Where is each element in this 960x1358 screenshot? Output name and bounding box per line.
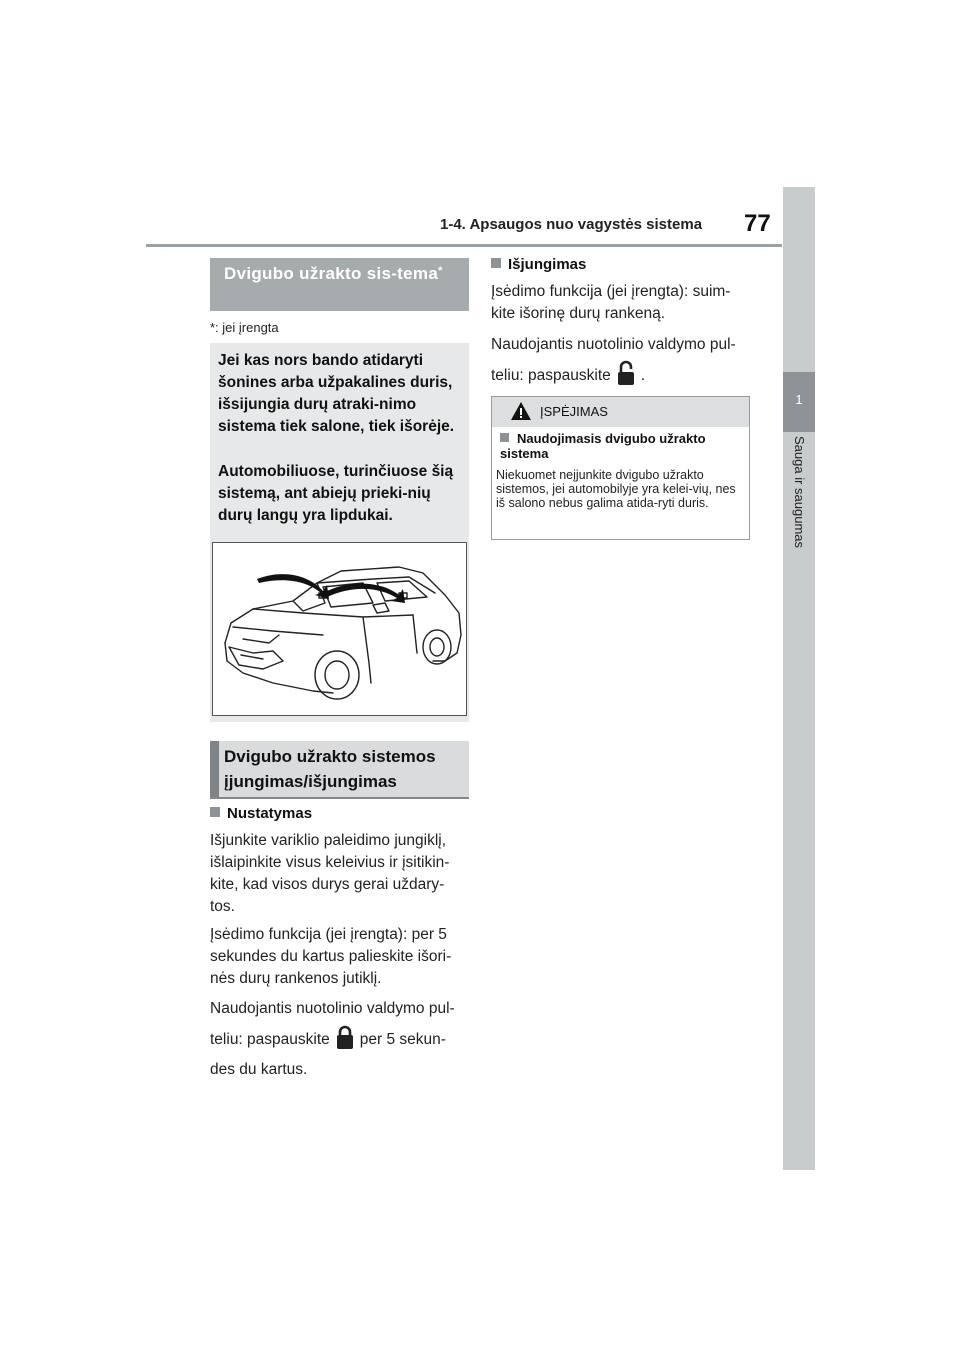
disable-heading <box>491 256 586 273</box>
header-rule <box>146 244 782 247</box>
page-number: 77 <box>744 210 771 237</box>
car-drawing <box>213 543 466 715</box>
setting-paragraph-2: Įsėdimo funkcija (jei įrengta): per 5 sekundes du kartus palieskite išori-nės durų rankenos jutiklį. <box>210 926 452 987</box>
setting-paragraph-3-start: Naudojantis nuotolinio valdymo pul-teliu: paspauskite <box>210 1000 455 1048</box>
warning-text: Niekuomet neįjunkite dvigubo užrakto sistemos, jei automobilyje yra kelei-vių, nes iš salono nebus galima atida-ryti duris. <box>496 468 736 510</box>
chapter-title: Sauga ir saugumas <box>792 436 807 549</box>
subsection-heading-stripe <box>210 741 219 797</box>
warning-label: ĮSPĖJIMAS <box>540 404 608 419</box>
bullet-square-icon <box>210 807 220 817</box>
setting-paragraph-3-end: per 5 sekun-des du kartus. <box>210 1031 446 1078</box>
disable-paragraph-2-start: Naudojantis nuotolinio valdymo pul-teliu: paspauskite <box>491 336 736 384</box>
section-title: 1-4. Apsaugos nuo vagystės sistema <box>440 216 703 233</box>
unlock-icon <box>615 360 637 386</box>
bullet-square-icon <box>491 258 501 268</box>
warning-triangle-icon <box>510 401 532 421</box>
setting-paragraph-3 <box>210 994 468 1085</box>
warning-subheading-text: Naudojimasis dvigubo užrakto sistema <box>500 431 706 461</box>
chapter-sidebar <box>783 187 815 1170</box>
info-paragraph-2: Automobiliuose, turinčiuose šią sistemą, ant abiejų prieki-nių durų langų yra lipdukai. <box>218 463 454 524</box>
lock-icon <box>334 1024 356 1050</box>
section-heading <box>224 262 464 285</box>
setting-title: Nustatymas <box>227 805 313 822</box>
disable-paragraph-2 <box>491 330 749 391</box>
chapter-number: 1 <box>795 392 803 407</box>
disable-paragraph-1: Įsėdimo funkcija (jei įrengta): suim-kite išorinę durų rankeną. <box>491 283 731 322</box>
disable-title: Išjungimas <box>508 256 587 273</box>
footnote: *: jei įrengta <box>210 320 279 335</box>
car-illustration <box>212 542 467 716</box>
warning-subheading <box>500 431 745 461</box>
subsection-heading: Dvigubo užrakto sistemos įjungimas/išjungimas <box>224 747 436 791</box>
setting-heading <box>210 805 312 822</box>
disable-paragraph-2-end: . <box>640 367 646 384</box>
setting-paragraph-1: Išjunkite variklio paleidimo jungiklį, išlaipinkite visus keleivius ir įsitikin-kite, kad visos durys gerai uždary-tos. <box>210 832 450 915</box>
info-paragraph-1: Jei kas nors bando atidaryti šonines arba užpakalines duris, išsijungia durų atraki-nimo sistema tiek salone, tiek išorėje. <box>218 352 455 435</box>
bullet-square-icon <box>500 433 509 442</box>
footnote-marker: * <box>438 265 443 277</box>
section-heading-text: Dvigubo užrakto sis-tema <box>224 264 439 283</box>
